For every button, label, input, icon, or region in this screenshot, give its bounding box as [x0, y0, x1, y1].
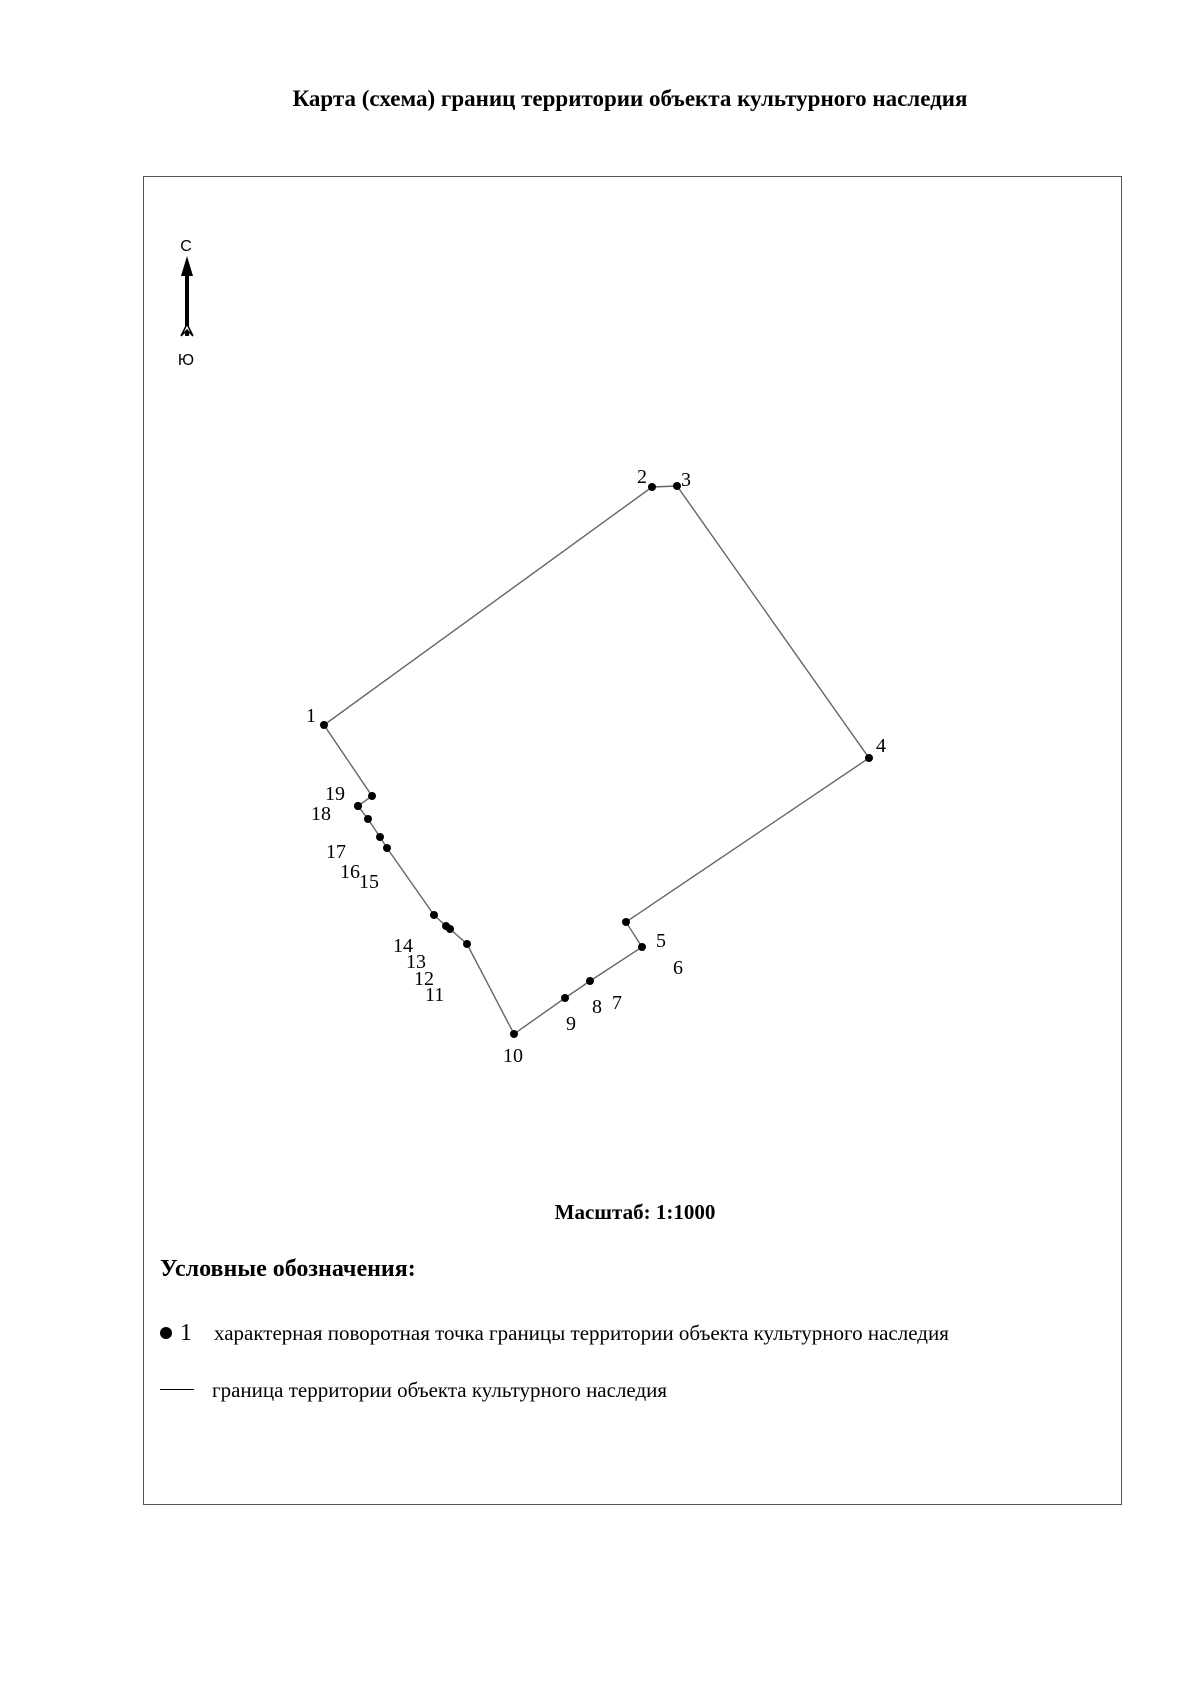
boundary-point-label: 4: [876, 735, 886, 757]
legend-point-desc: характерная поворотная точка границы территории объекта культурного наследия: [214, 1321, 949, 1345]
boundary-point-label: 3: [681, 469, 691, 491]
boundary-point-label: 5: [656, 930, 666, 952]
boundary-point-marker: [586, 977, 594, 985]
page-title: Карта (схема) границ территории объекта культурного наследия: [292, 86, 968, 111]
boundary-point-label: 9: [566, 1013, 576, 1035]
legend-title: Условные обозначения:: [160, 1256, 416, 1282]
boundary-point-label: 6: [673, 957, 683, 979]
boundary-point-label: 14: [393, 935, 413, 957]
boundary-point-label: 11: [425, 984, 445, 1006]
boundary-point-marker: [364, 815, 372, 823]
boundary-point-marker: [320, 721, 328, 729]
boundary-point-marker: [376, 833, 384, 841]
boundary-point-marker: [561, 994, 569, 1002]
boundary-point-marker: [865, 754, 873, 762]
boundary-point-marker: [354, 802, 362, 810]
boundary-point-label: 12: [414, 968, 434, 990]
legend-item-points: [160, 1320, 949, 1347]
boundary-point-marker: [622, 918, 630, 926]
boundary-point-marker: [383, 844, 391, 852]
legend-item-line: [160, 1378, 667, 1403]
boundary-point-marker: [638, 943, 646, 951]
legend-point-number: 1: [180, 1320, 192, 1346]
boundary-point-marker: [648, 483, 656, 491]
point-marker-icon: [160, 1327, 172, 1339]
boundary-line-icon: [160, 1389, 194, 1390]
compass-north-label: С: [180, 238, 192, 255]
boundary-point-label: 15: [359, 871, 379, 893]
boundary-point-marker: [463, 940, 471, 948]
boundary-point-label: 18: [311, 803, 331, 825]
boundary-point-label: 1: [306, 705, 316, 727]
boundary-point-marker: [442, 922, 450, 930]
boundary-point-marker: [510, 1030, 518, 1038]
boundary-point-label: 10: [503, 1045, 523, 1067]
boundary-point-marker: [673, 482, 681, 490]
boundary-point-label: 2: [637, 466, 647, 488]
north-arrow-icon: [181, 256, 193, 336]
legend-line-desc: граница территории объекта культурного наследия: [212, 1378, 668, 1402]
compass-south-label: Ю: [177, 352, 195, 369]
boundary-point-label: 16: [340, 861, 360, 883]
boundary-point-label: 19: [325, 783, 345, 805]
boundary-point-label: 17: [326, 841, 346, 863]
boundary-point-marker: [368, 792, 376, 800]
boundary-point-marker: [430, 911, 438, 919]
boundary-point-label: 8: [592, 996, 602, 1018]
boundary-point-label: 7: [612, 992, 622, 1014]
boundary-point-label: 13: [406, 951, 426, 973]
scale-label: Масштаб: 1:1000: [554, 1200, 716, 1224]
